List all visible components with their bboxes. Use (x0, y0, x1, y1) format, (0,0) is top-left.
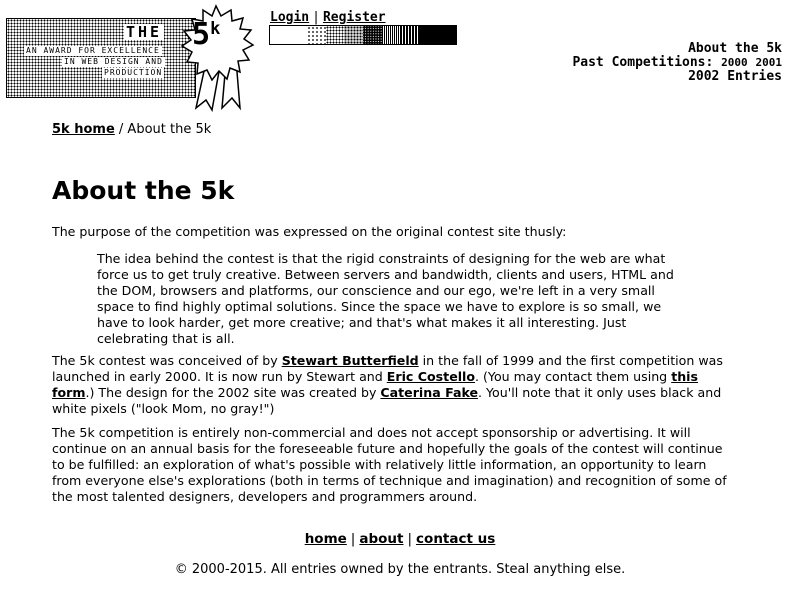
footer-about-link[interactable]: about (359, 531, 404, 547)
right-nav (572, 42, 782, 84)
logo-the-text: THE (126, 23, 163, 41)
nav-about-link[interactable]: About the 5k (688, 41, 782, 56)
auth-links (270, 10, 389, 25)
nav-past-label: Past Competitions: (572, 55, 714, 70)
caterina-fake-link[interactable]: Caterina Fake (380, 385, 479, 400)
login-link[interactable]: Login (270, 10, 310, 25)
eric-costello-link[interactable]: Eric Costello (386, 369, 476, 384)
breadcrumb-separator: / (114, 122, 128, 137)
history-text-3: . (You may contact them using (475, 369, 672, 384)
logo-5-text: 5 (192, 17, 211, 52)
site-logo[interactable] (6, 4, 256, 112)
page-title: About the 5k (52, 176, 235, 205)
logo-tagline-3: PRODUCTION (104, 68, 163, 77)
register-link[interactable]: Register (322, 10, 386, 25)
contact-form-link[interactable]: this form (52, 369, 698, 400)
auth-separator: | (312, 10, 320, 25)
history-text-5: . You'll note that it only uses black and white pixels ("look Mom, no gray!") (52, 385, 722, 416)
copyright-notice: © 2000-2015. All entries owned by the entrants. Steal anything else. (174, 562, 626, 577)
nav-2000-link[interactable]: 2000 (721, 56, 748, 69)
footer-separator: | (350, 531, 356, 547)
breadcrumb-home-link[interactable]: 5k home (52, 122, 115, 137)
stewart-butterfield-link[interactable]: Stewart Butterfield (281, 353, 419, 368)
logo-k-text: k (210, 19, 221, 39)
mission-paragraph: The 5k competition is entirely non-commercial and does not accept sponsorship or advertising. It will continue on an annual basis for the foreseeable future and hopefully the goals of the contest will continue to be fulfilled: an exploration of what's possible with relatively little information, an opportunity to learn from everyone else's explorations (both in terms of technique and imagination) and recognition of some of the most talented designers, developers and programmers around. (52, 425, 727, 504)
history-text-2: in the fall of 1999 and the first competition was launched in early 2000. It is now run by Stewart and (52, 353, 723, 384)
contest-quote: The idea behind the contest is that the rigid constraints of designing for the web are what force us to get truly creative. Between servers and bandwidth, clients and users, HTML and the DOM, browsers and platforms, our conscience and our ego, we're left in a very small space to find highly optimal solutions. Since the space we have to explore is so small, we have to look harder, get more creative; and that's what makes it all interesting. Just celebrating that is all. (97, 251, 674, 346)
breadcrumb (52, 122, 211, 137)
logo-tagline-2: IN WEB DESIGN AND (64, 57, 163, 66)
breadcrumb-current: About the 5k (127, 122, 212, 137)
history-text-4: .) The design for the 2002 site was created by (85, 385, 381, 400)
footer-separator: | (407, 531, 413, 547)
footer-links (0, 531, 800, 547)
history-text-1: The 5k contest was conceived of by (52, 353, 282, 368)
history-paragraph (52, 353, 732, 417)
logo-5k-mark (192, 18, 220, 56)
footer-contact-link[interactable]: contact us (416, 531, 496, 547)
intro-paragraph: The purpose of the competition was expressed on the original contest site thusly: (52, 224, 567, 239)
dither-gradient-bar (269, 25, 457, 45)
nav-2001-link[interactable]: 2001 (755, 56, 782, 69)
footer-home-link[interactable]: home (304, 531, 347, 547)
logo-tagline-1: AN AWARD FOR EXCELLENCE (26, 46, 160, 55)
nav-2002-link[interactable]: 2002 Entries (688, 69, 782, 84)
